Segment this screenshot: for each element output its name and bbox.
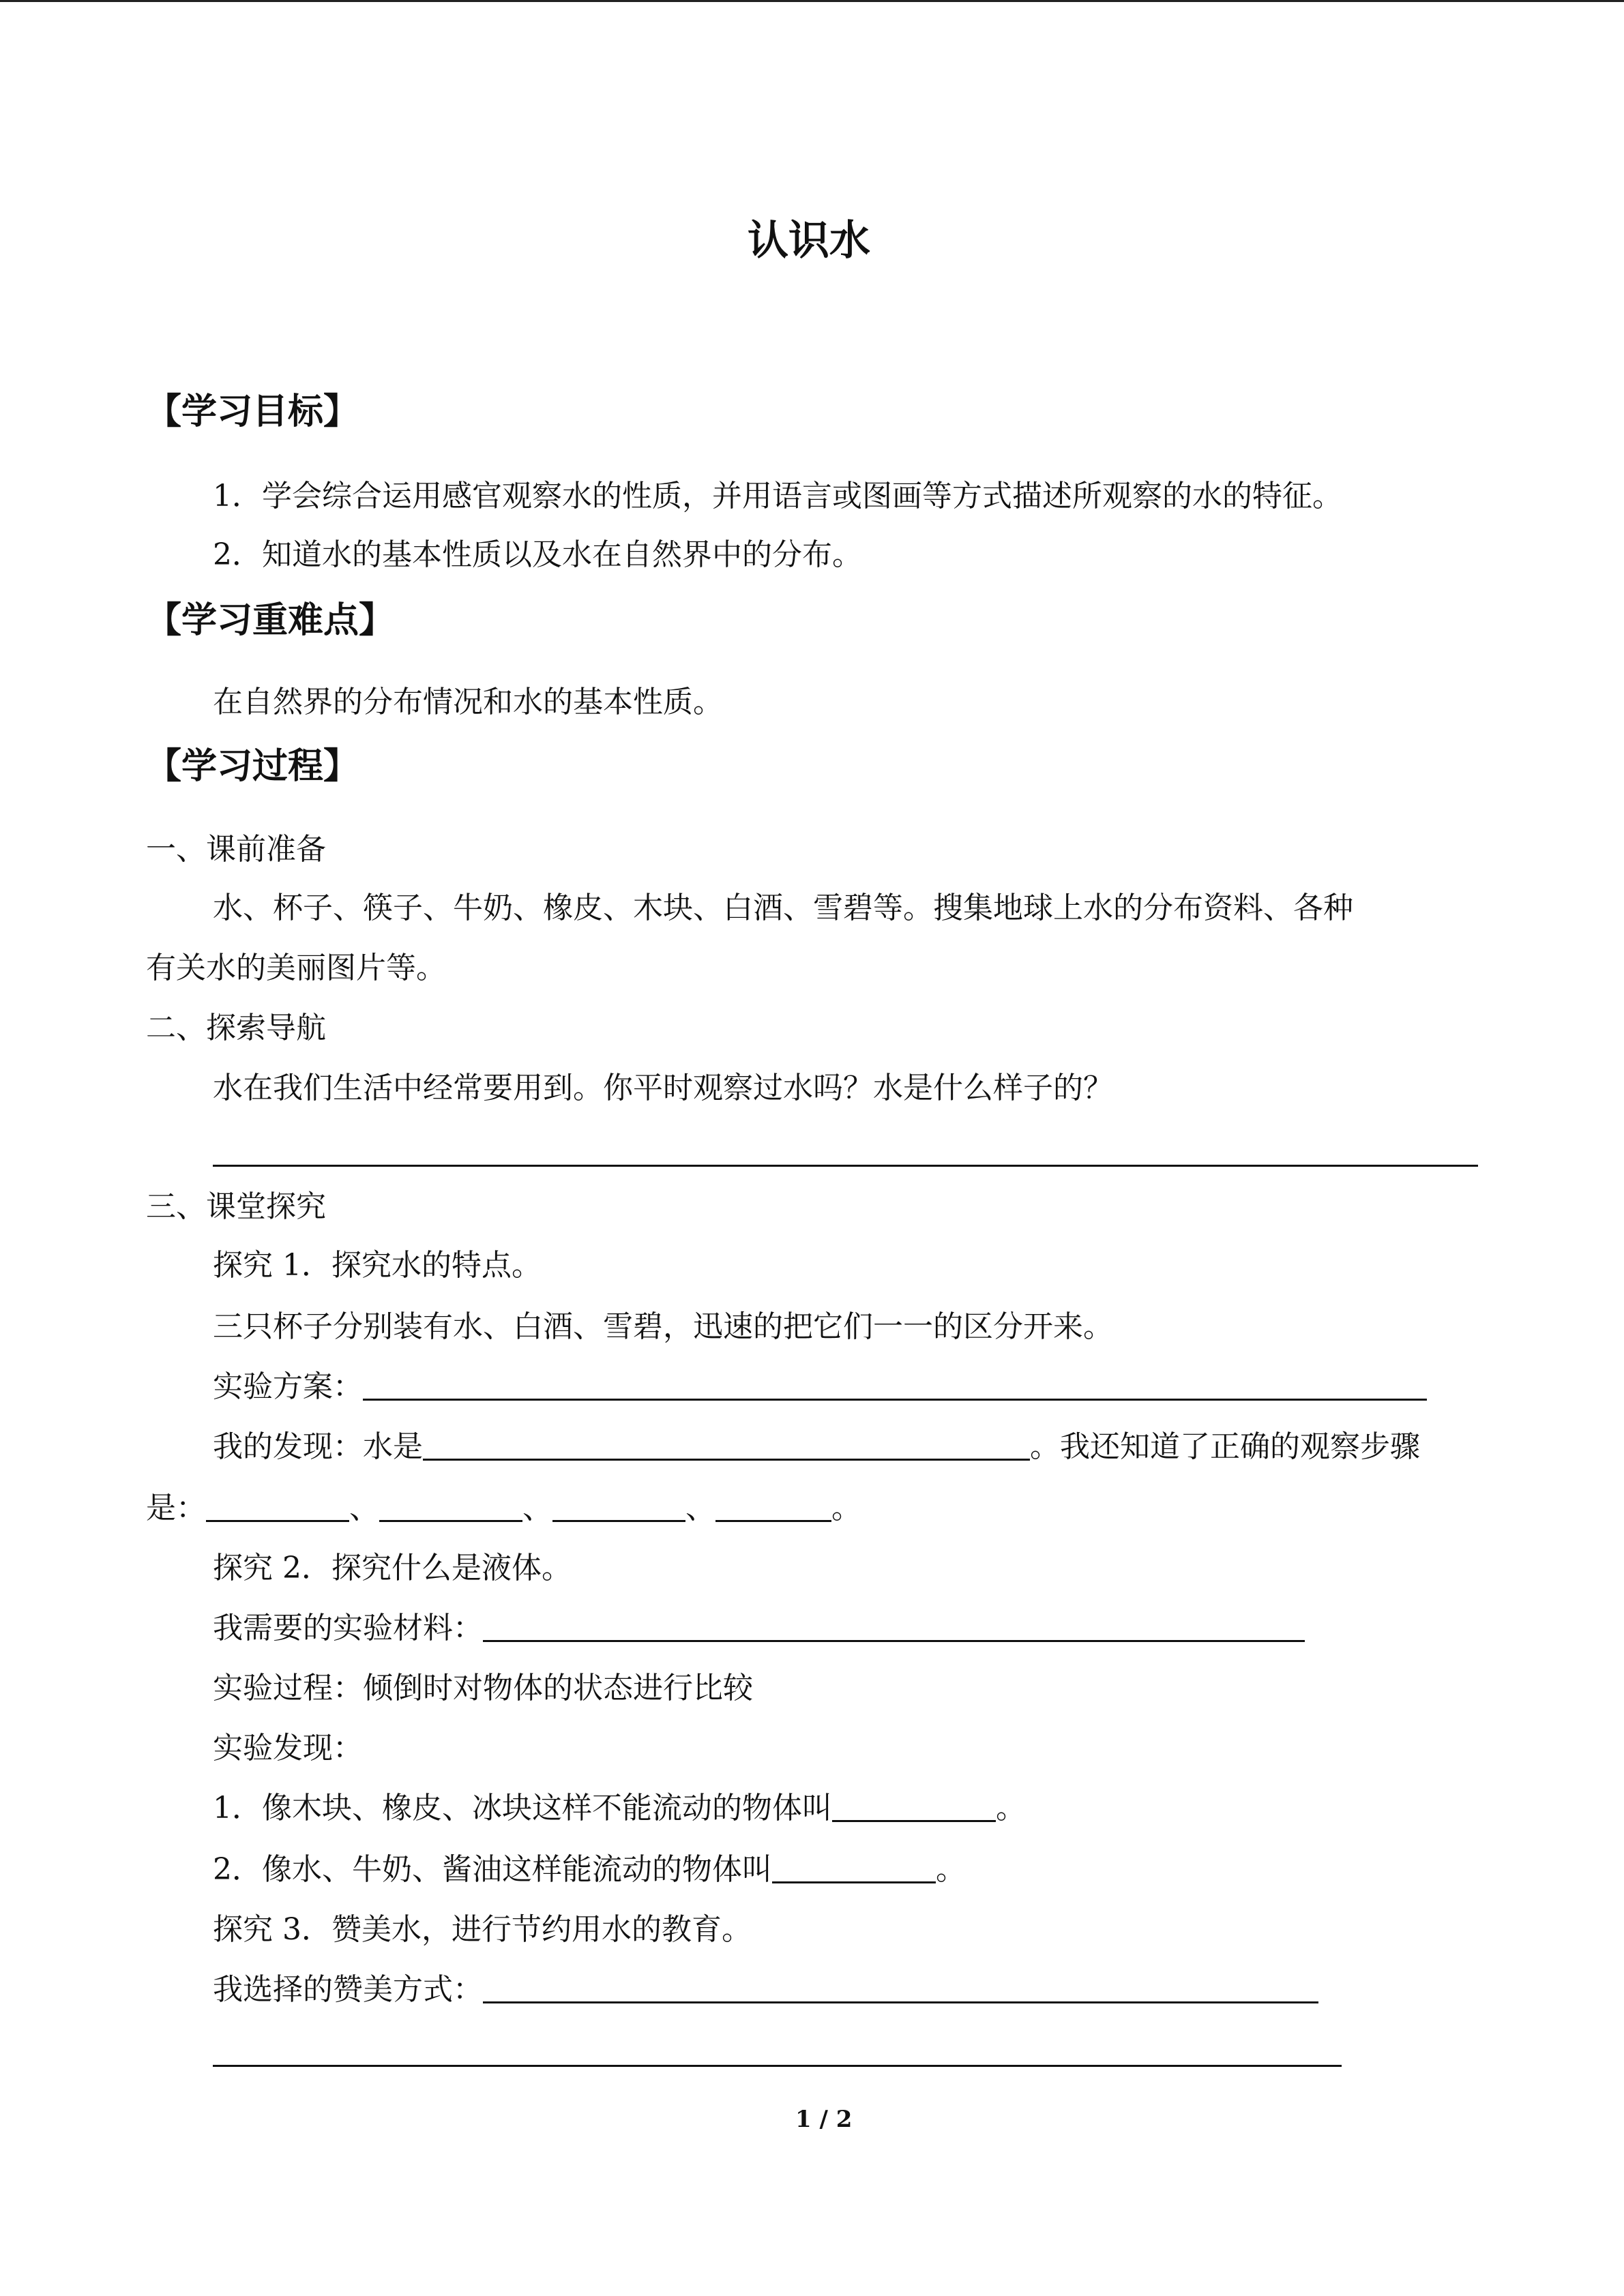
method-blank[interactable] <box>483 1969 1318 2010</box>
page-number: 1 / 2 <box>795 2106 853 2133</box>
part1-line-2: 有关水的美丽图片等。 <box>146 951 446 985</box>
goal-item-1: 1．学会综合运用感官观察水的性质，并用语言或图画等方式描述所观察的水的特征。 <box>213 479 1342 513</box>
keypoints-text: 在自然界的分布情况和水的基本性质。 <box>213 685 723 719</box>
explore2-title: 探究 2．探究什么是液体。 <box>213 1551 572 1585</box>
plan-blank[interactable] <box>363 1367 1427 1407</box>
part2-heading: 二、探索导航 <box>146 1011 326 1045</box>
process-heading: 【学习过程】 <box>146 745 359 787</box>
finding-prefix: 我的发现：水是 <box>213 1429 423 1464</box>
method-label: 我选择的赞美方式： <box>213 1972 483 2007</box>
part2-question: 水在我们生活中经常要用到。你平时观察过水吗？水是什么样子的？ <box>213 1071 1113 1105</box>
explore1-task: 三只杯子分别装有水、白酒、雪碧，迅速的把它们一一的区分开来。 <box>213 1309 1113 1344</box>
part1-line-1: 水、杯子、筷子、牛奶、橡皮、木块、白酒、雪碧等。搜集地球上水的分布资料、各种 <box>213 891 1353 925</box>
item1-blank[interactable] <box>832 1788 996 1829</box>
explore2-item-1 <box>213 1788 1026 1829</box>
step-blank-2[interactable] <box>379 1488 522 1529</box>
explore1-steps <box>146 1488 861 1529</box>
explore3-method <box>213 1969 1318 2010</box>
finding-suffix: 。我还知道了正确的观察步骤 <box>1030 1429 1420 1464</box>
page-title: 认识水 <box>748 217 870 265</box>
goal-item-2: 2．知道水的基本性质以及水在自然界中的分布。 <box>213 537 862 572</box>
plan-label: 实验方案： <box>213 1369 363 1404</box>
part3-heading: 三、课堂探究 <box>146 1189 326 1224</box>
goals-heading: 【学习目标】 <box>146 391 359 432</box>
item2-blank[interactable] <box>772 1849 936 1890</box>
step-sep-2: 、 <box>522 1491 552 1525</box>
explore2-process: 实验过程：倾倒时对物体的状态进行比较 <box>213 1671 753 1705</box>
page-top-border <box>0 0 1624 2</box>
explore2-discovery-label: 实验发现： <box>213 1731 363 1765</box>
explore2-materials <box>213 1608 1305 1649</box>
part1-heading: 一、课前准备 <box>146 832 326 867</box>
explore1-plan <box>213 1367 1427 1407</box>
steps-end: 。 <box>831 1491 861 1525</box>
finding-blank[interactable] <box>423 1427 1030 1467</box>
step-blank-1[interactable] <box>206 1488 349 1529</box>
explore3-title: 探究 3．赞美水，进行节约用水的教育。 <box>213 1912 752 1947</box>
step-sep-3: 、 <box>685 1491 715 1525</box>
step-sep-1: 、 <box>349 1491 379 1525</box>
step-blank-4[interactable] <box>715 1488 831 1529</box>
item1-text: 1．像木块、橡皮、冰块这样不能流动的物体叫 <box>213 1791 832 1825</box>
steps-prefix: 是： <box>146 1491 206 1525</box>
explore1-finding <box>213 1427 1420 1467</box>
explore2-item-2 <box>213 1849 966 1890</box>
explore3-extra-line[interactable] <box>213 2065 1342 2067</box>
part2-answer-line[interactable] <box>213 1165 1478 1167</box>
keypoints-heading: 【学习重难点】 <box>146 599 395 641</box>
item1-end: 。 <box>996 1791 1026 1825</box>
materials-blank[interactable] <box>483 1608 1305 1649</box>
item2-text: 2．像水、牛奶、酱油这样能流动的物体叫 <box>213 1852 772 1887</box>
step-blank-3[interactable] <box>552 1488 685 1529</box>
materials-label: 我需要的实验材料： <box>213 1611 483 1645</box>
explore1-title: 探究 1．探究水的特点。 <box>213 1248 542 1283</box>
item2-end: 。 <box>936 1852 966 1887</box>
